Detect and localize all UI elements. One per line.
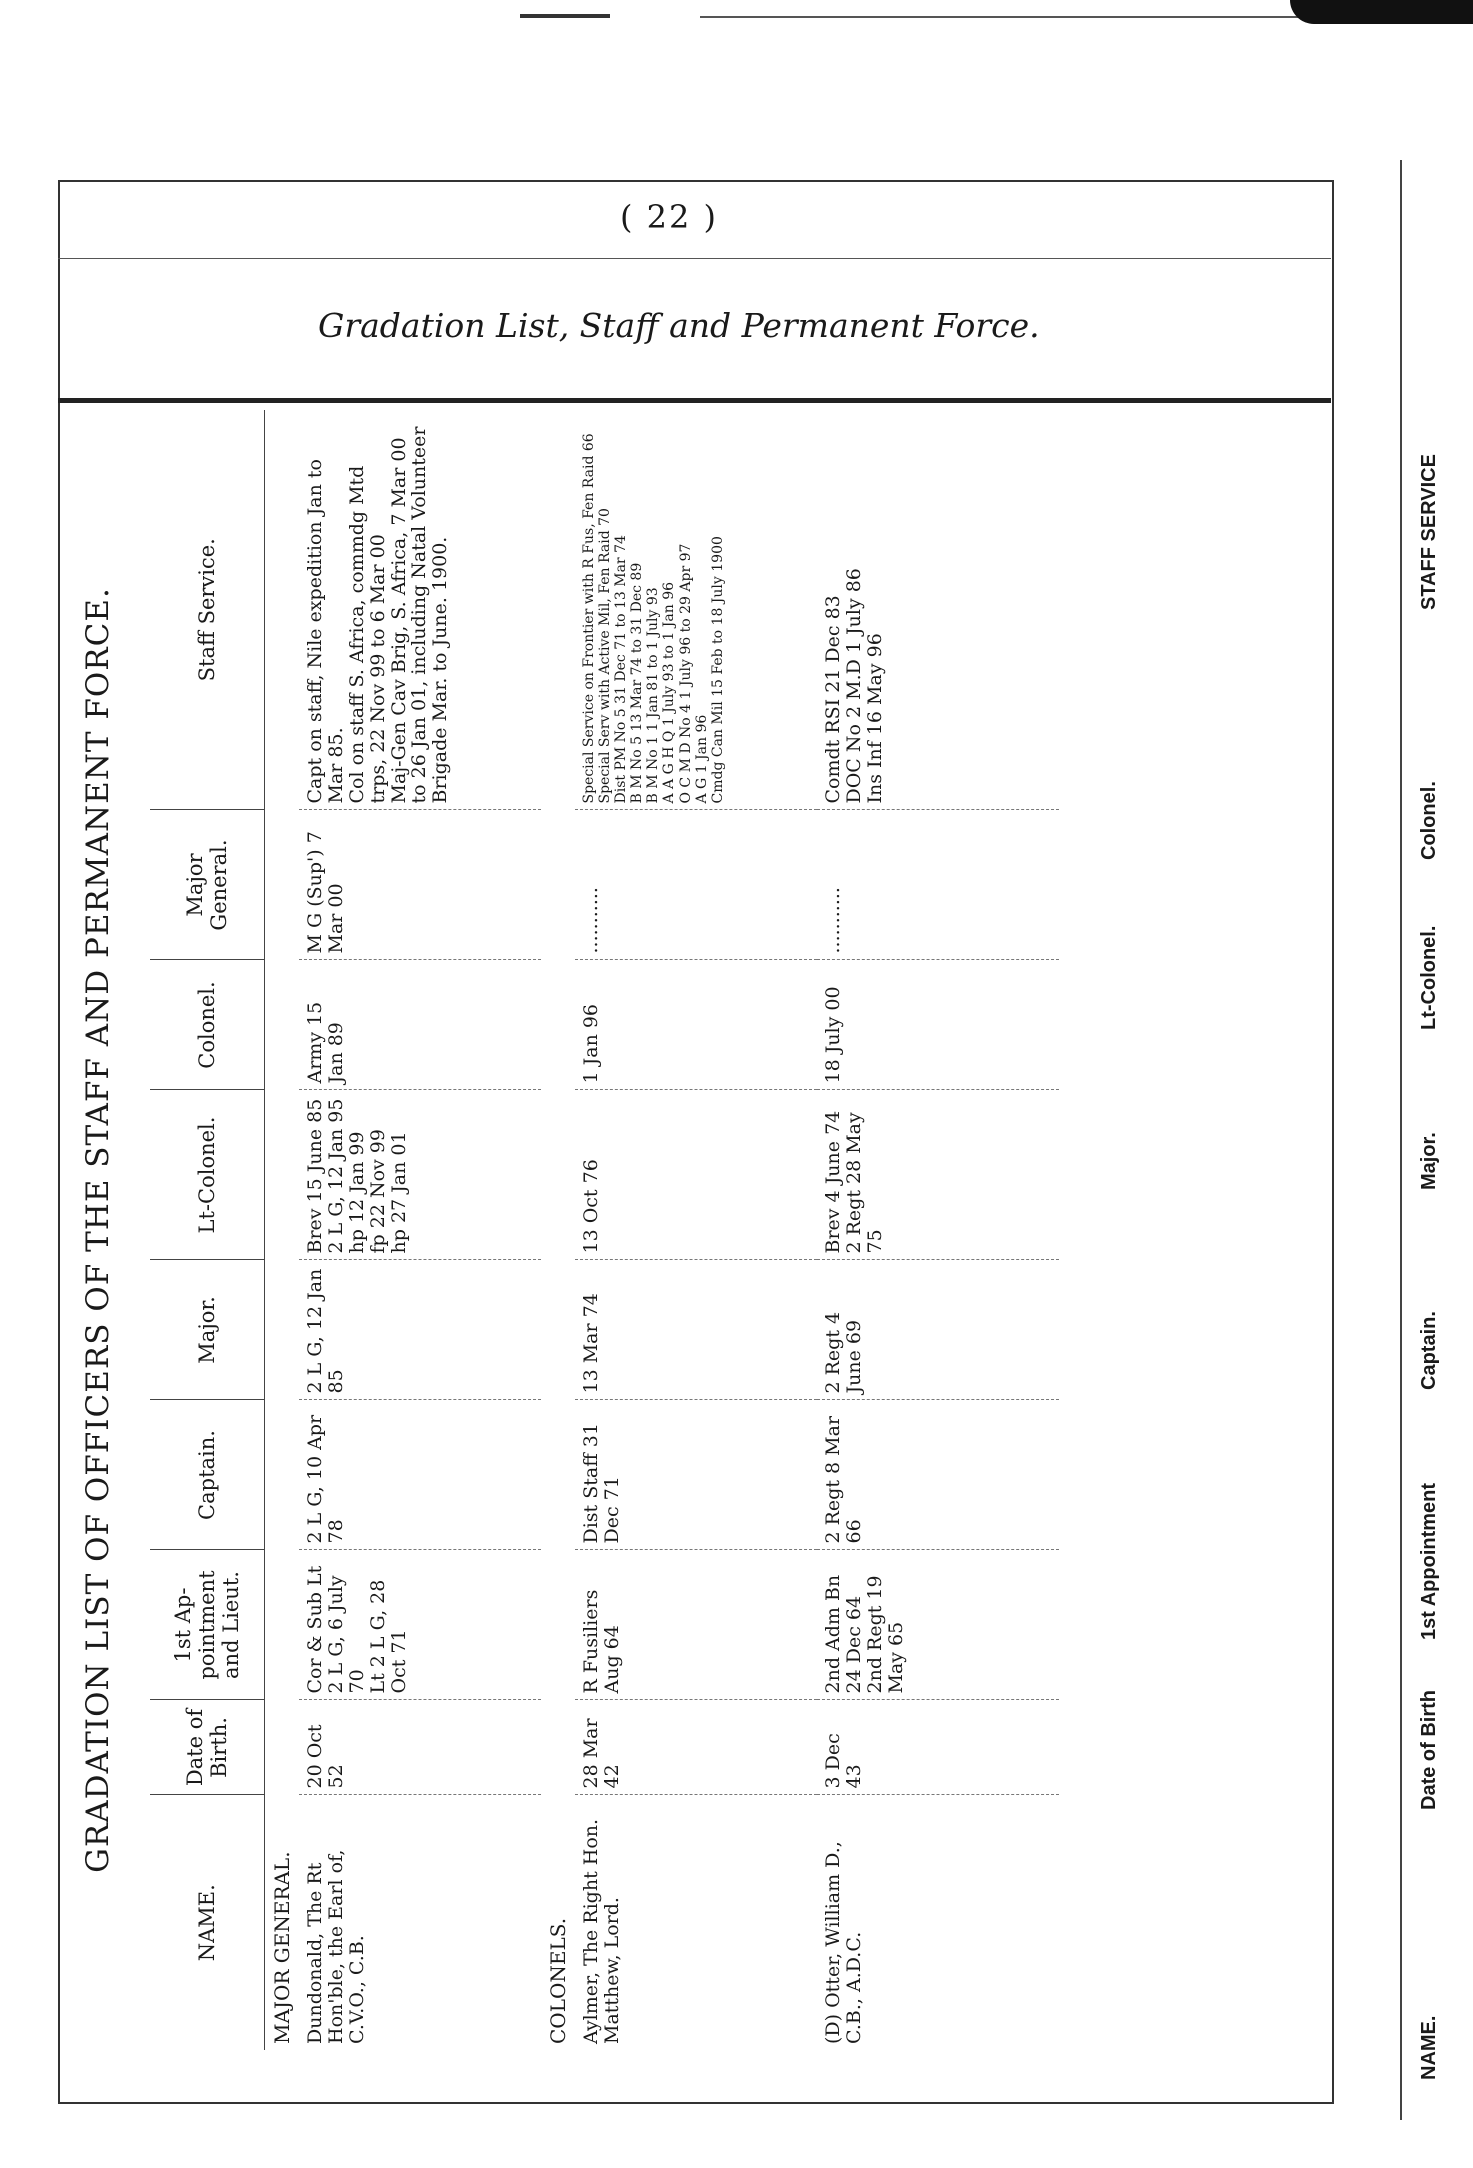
officer-captain: Dist Staff 31 Dec 71 [580,1423,623,1544]
table-row [299,410,541,2050]
table-header-row [150,410,265,2050]
col-header-first-appointment: 1st Ap-pointment and Lieut. [150,1550,265,1700]
officer-major-general: M G (Sup') 7 Mar 00 [304,831,347,954]
section-heading-row [541,410,575,2050]
officer-lt-colonel: Brev 15 June 85 2 L G, 12 Jan 95 hp 12 Jan 99 fp 22 Nov 99 hp 27 Jan 01 [304,1098,410,1254]
col-header-major-general: Major General. [150,810,265,960]
col-header-staff-service: Staff Service. [150,410,265,810]
strip-label: Date of Birth [1418,1690,1440,1810]
scan-artifact-line [700,16,1300,18]
strip-label: NAME. [1418,2015,1440,2080]
officer-name: (D) Otter, William D., C.B., A.D.C. [822,1841,865,2044]
col-header-colonel: Colonel. [150,960,265,1090]
section-heading-row [265,410,300,2050]
strip-label: Major. [1418,1132,1440,1190]
officer-staff-service: Special Service on Frontier with R Fus, Fen Raid 66 Special Serv with Active Mil, Fen Raid 70 Dist PM No 5 31 Dec 71 to 13 Mar 74 B M No 5 13 Mar 74 to 31 Dec 89 B M No 1 1 Jan 81 to 1 July 93 A A G H Q 1 July 93 to 1 Jan 96 O C M D No 4 1 July 96 to 29 Apr 97 A G 1 Jan 96 Cmdg Can Mil 15 Feb to 18 July 1900 [581,433,726,804]
officer-lt-colonel: Brev 4 June 74 2 Regt 28 May 75 [822,1110,886,1254]
col-header-birth: Date of Birth. [150,1700,265,1795]
officer-captain: 2 L G, 10 Apr 78 [304,1414,347,1544]
section-heading: MAJOR GENERAL. [270,1851,294,2044]
officer-staff-service: Comdt RSI 21 Dec 83 DOC No 2 M.D 1 July 86 Ins Inf 16 May 96 [822,568,886,804]
officer-first-appointment: 2nd Adm Bn 24 Dec 64 2nd Regt 19 May 65 [822,1574,907,1694]
col-header-name: NAME. [150,1795,265,2050]
officer-colonel: 18 July 00 [822,986,844,1084]
scan-artifact-mark [520,14,610,18]
strip-label: Colonel. [1418,781,1440,860]
adjacent-page-headers [1400,150,1470,2110]
col-header-major: Major. [150,1260,265,1400]
col-header-lt-colonel: Lt-Colonel. [150,1090,265,1260]
officer-birth: 20 Oct 52 [304,1724,347,1789]
officer-colonel: 1 Jan 96 [580,1003,602,1084]
gradation-table [150,410,1059,2050]
officer-captain: 2 Regt 8 Mar 66 [822,1415,865,1544]
officer-staff-service: Capt on staff, Nile expedition Jan to Mar 85. Col on staff S. Africa, commdg Mtd trps, 22 Nov 99 to 6 Mar 00 Maj-Gen Cav Brig, S. Africa, 7 Mar 00 to 26 Jan 01, including Natal Volunteer Brigade Mar. to June. 1900. [304,426,452,804]
officer-major-general: ........... [580,887,602,954]
officer-lt-colonel: 13 Oct 76 [580,1159,602,1254]
header-rule [58,398,1331,403]
page-subtitle: Gradation List, Staff and Permanent Force. [318,306,1040,345]
strip-label: 1st Appointment [1418,1482,1440,1640]
officer-first-appointment: Cor & Sub Lt 2 L G, 6 July 70 Lt 2 L G, 28 Oct 71 [304,1565,410,1694]
header-divider [58,258,1331,259]
officer-colonel: Army 15 Jan 89 [304,1001,347,1084]
officer-birth: 3 Dec 43 [822,1733,865,1789]
section-heading: COLONELS. [546,1917,570,2044]
officer-major: 2 L G, 12 Jan 85 [304,1268,347,1394]
officer-major: 2 Regt 4 June 69 [822,1311,865,1394]
table-row [817,410,1059,2050]
officer-name: Dundonald, The Rt Hon'ble, the Earl of, C.V.O., C.B. [304,1849,368,2044]
table-title: GRADATION LIST OF OFFICERS OF THE STAFF AND PERMANENT FORCE. [80,587,116,1873]
officer-major: 13 Mar 74 [580,1293,602,1394]
officer-birth: 28 Mar 42 [580,1718,623,1789]
col-header-captain: Captain. [150,1400,265,1550]
table-row [575,410,817,2050]
strip-label: STAFF SERVICE [1418,454,1440,610]
scan-artifact-blob [1290,0,1473,24]
officer-name: Aylmer, The Right Hon. Matthew, Lord. [580,1818,623,2044]
strip-label: Lt-Colonel. [1418,925,1440,1030]
gradation-table-rotated [80,410,1330,2050]
officer-first-appointment: R Fusiliers Aug 64 [580,1589,623,1694]
page-number: ( 22 ) [620,198,719,236]
strip-label: Captain. [1418,1311,1440,1390]
officer-major-general: ........... [822,887,844,954]
